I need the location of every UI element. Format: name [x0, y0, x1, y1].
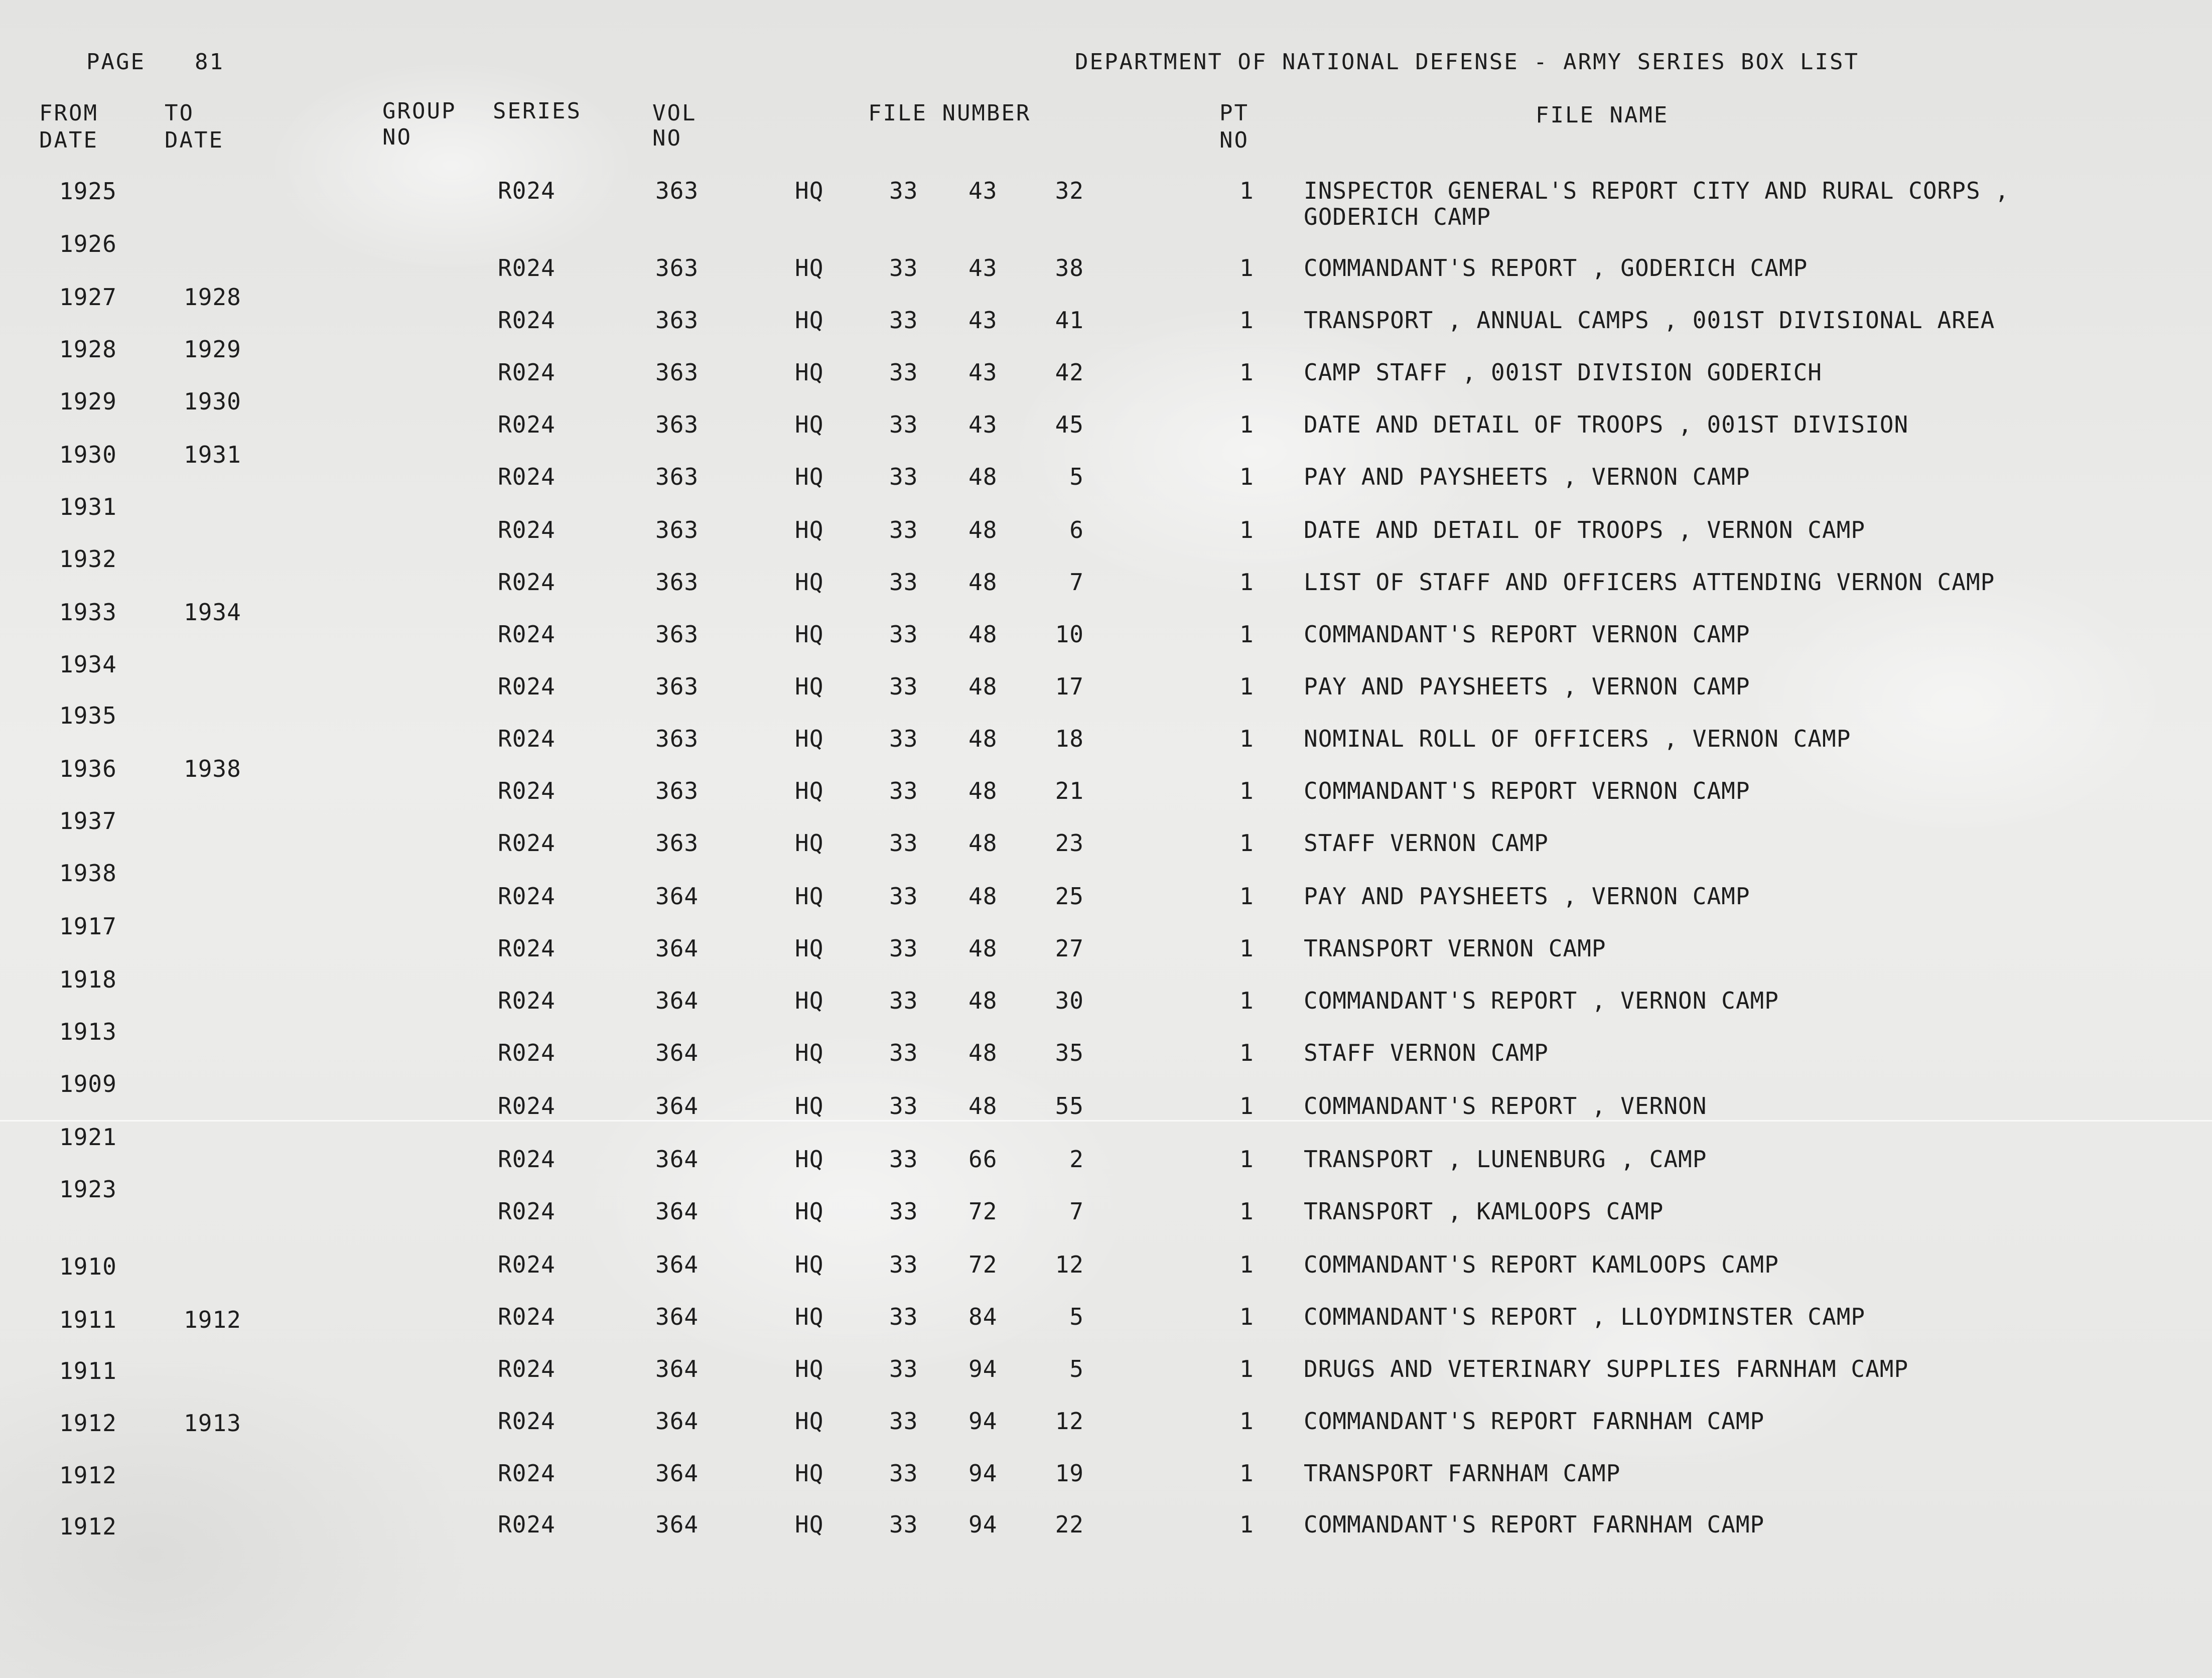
series-cell: R024	[498, 1460, 556, 1487]
vol-no-cell: 364	[655, 935, 699, 962]
series-cell: R024	[498, 254, 556, 282]
file-number-part2-cell: 33	[889, 1146, 918, 1173]
from-date-cell: 1921	[59, 1124, 117, 1151]
from-date-cell: 1936	[59, 755, 117, 782]
file-number-part2-cell: 33	[889, 777, 918, 804]
file-number-prefix-cell: HQ	[795, 1303, 824, 1330]
file-name-cell: COMMANDANT'S REPORT KAMLOOPS CAMP	[1304, 1251, 1779, 1278]
file-name-cell: DATE AND DETAIL OF TROOPS , VERNON CAMP	[1304, 516, 1866, 543]
file-number-prefix-cell: HQ	[795, 411, 824, 438]
file-number-part3-cell: 48	[969, 673, 998, 700]
pt-no-cell: 1	[1239, 621, 1254, 648]
col-from-date-line1: FROM	[39, 100, 98, 126]
file-name-cell: COMMANDANT'S REPORT , GODERICH CAMP	[1304, 254, 1808, 282]
page-label: PAGE	[86, 49, 146, 75]
pt-no-cell: 1	[1239, 1355, 1254, 1382]
file-number-prefix-cell: HQ	[795, 777, 824, 804]
vol-no-cell: 363	[655, 359, 699, 386]
series-cell: R024	[498, 725, 556, 752]
from-date-cell: 1911	[59, 1357, 117, 1384]
file-name-cell: COMMANDANT'S REPORT FARNHAM CAMP	[1304, 1511, 1765, 1538]
file-number-part2-cell: 33	[889, 1251, 918, 1278]
file-name-cell: COMMANDANT'S REPORT FARNHAM CAMP	[1304, 1408, 1765, 1435]
series-cell: R024	[498, 621, 556, 648]
file-number-part2-cell: 33	[889, 621, 918, 648]
file-number-prefix-cell: HQ	[795, 307, 824, 334]
file-number-part2-cell: 33	[889, 725, 918, 752]
file-number-part3-cell: 66	[969, 1146, 998, 1173]
series-cell: R024	[498, 569, 556, 596]
vol-no-cell: 363	[655, 254, 699, 282]
file-number-part3-cell: 48	[969, 935, 998, 962]
pt-no-cell: 1	[1239, 1408, 1254, 1435]
file-number-part3-cell: 48	[969, 829, 998, 857]
file-number-part4-cell: 23	[1055, 829, 1084, 857]
file-number-prefix-cell: HQ	[795, 1355, 824, 1382]
file-number-prefix-cell: HQ	[795, 1460, 824, 1487]
from-date-cell: 1935	[59, 702, 117, 729]
file-name-cell: COMMANDANT'S REPORT VERNON CAMP	[1304, 621, 1750, 648]
from-date-cell: 1938	[59, 860, 117, 887]
file-number-part2-cell: 33	[889, 411, 918, 438]
to-date-cell: 1934	[184, 599, 241, 626]
file-name-cell: PAY AND PAYSHEETS , VERNON CAMP	[1304, 883, 1750, 910]
from-date-cell: 1917	[59, 913, 117, 940]
file-number-prefix-cell: HQ	[795, 935, 824, 962]
file-name-cell: NOMINAL ROLL OF OFFICERS , VERNON CAMP	[1304, 725, 1851, 752]
file-number-part4-cell: 18	[1055, 725, 1084, 752]
file-number-part4-cell: 17	[1055, 673, 1084, 700]
from-date-cell: 1927	[59, 284, 117, 311]
col-group-no-line1: GROUP	[382, 98, 457, 124]
file-number-prefix-cell: HQ	[795, 1039, 824, 1066]
file-number-part4-cell: 38	[1055, 254, 1084, 282]
series-cell: R024	[498, 673, 556, 700]
file-number-part3-cell: 48	[969, 463, 998, 490]
col-vol-no-line2: NO	[652, 125, 682, 151]
file-number-part4-cell: 42	[1055, 359, 1084, 386]
file-name-cell: STAFF VERNON CAMP	[1304, 829, 1549, 857]
vol-no-cell: 363	[655, 777, 699, 804]
vol-no-cell: 364	[655, 1355, 699, 1382]
file-number-part3-cell: 94	[969, 1408, 998, 1435]
file-number-prefix-cell: HQ	[795, 1092, 824, 1120]
series-cell: R024	[498, 987, 556, 1014]
file-number-part4-cell: 5	[1069, 463, 1084, 490]
vol-no-cell: 364	[655, 883, 699, 910]
vol-no-cell: 364	[655, 1198, 699, 1225]
file-name-cell: TRANSPORT VERNON CAMP	[1304, 935, 1606, 962]
file-number-part2-cell: 33	[889, 1511, 918, 1538]
file-number-prefix-cell: HQ	[795, 621, 824, 648]
file-number-prefix-cell: HQ	[795, 673, 824, 700]
col-file-name: FILE NAME	[1536, 102, 1669, 128]
series-cell: R024	[498, 411, 556, 438]
series-cell: R024	[498, 359, 556, 386]
series-cell: R024	[498, 463, 556, 490]
file-number-part3-cell: 43	[969, 254, 998, 282]
pt-no-cell: 1	[1239, 307, 1254, 334]
file-number-part2-cell: 33	[889, 883, 918, 910]
file-number-part2-cell: 33	[889, 516, 918, 543]
col-to-date-line1: TO	[165, 100, 194, 126]
vol-no-cell: 364	[655, 1092, 699, 1120]
pt-no-cell: 1	[1239, 987, 1254, 1014]
file-number-prefix-cell: HQ	[795, 254, 824, 282]
file-name-cell: COMMANDANT'S REPORT , VERNON CAMP	[1304, 987, 1779, 1014]
pt-no-cell: 1	[1239, 1251, 1254, 1278]
pt-no-cell: 1	[1239, 1460, 1254, 1487]
file-name-cell: COMMANDANT'S REPORT , VERNON	[1304, 1092, 1707, 1120]
file-number-prefix-cell: HQ	[795, 1408, 824, 1435]
vol-no-cell: 363	[655, 725, 699, 752]
file-number-part4-cell: 21	[1055, 777, 1084, 804]
file-number-prefix-cell: HQ	[795, 569, 824, 596]
file-number-prefix-cell: HQ	[795, 1251, 824, 1278]
to-date-cell: 1931	[184, 441, 241, 468]
from-date-cell: 1926	[59, 230, 117, 257]
from-date-cell: 1912	[59, 1410, 117, 1437]
file-number-part3-cell: 43	[969, 359, 998, 386]
pt-no-cell: 1	[1239, 1092, 1254, 1120]
film-fold-line	[0, 1120, 2212, 1122]
file-number-part3-cell: 43	[969, 177, 998, 204]
to-date-cell: 1930	[184, 388, 241, 415]
pt-no-cell: 1	[1239, 177, 1254, 204]
col-file-number: FILE NUMBER	[868, 100, 1031, 126]
file-number-part3-cell: 72	[969, 1198, 998, 1225]
pt-no-cell: 1	[1239, 777, 1254, 804]
vol-no-cell: 364	[655, 1251, 699, 1278]
from-date-cell: 1912	[59, 1513, 117, 1540]
file-number-prefix-cell: HQ	[795, 1511, 824, 1538]
from-date-cell: 1918	[59, 966, 117, 993]
file-number-part3-cell: 48	[969, 777, 998, 804]
col-series: SERIES	[493, 98, 582, 124]
series-cell: R024	[498, 1408, 556, 1435]
file-number-part3-cell: 94	[969, 1460, 998, 1487]
file-name-cell: TRANSPORT , ANNUAL CAMPS , 001ST DIVISIONAL AREA	[1304, 307, 1995, 334]
series-cell: R024	[498, 1303, 556, 1330]
file-name-cell: DRUGS AND VETERINARY SUPPLIES FARNHAM CAMP	[1304, 1355, 1909, 1382]
from-date-cell: 1923	[59, 1176, 117, 1203]
file-number-part3-cell: 48	[969, 883, 998, 910]
col-group-no-line2: NO	[382, 124, 412, 150]
file-number-prefix-cell: HQ	[795, 883, 824, 910]
series-cell: R024	[498, 1039, 556, 1066]
series-cell: R024	[498, 777, 556, 804]
series-cell: R024	[498, 1251, 556, 1278]
pt-no-cell: 1	[1239, 411, 1254, 438]
file-number-part4-cell: 12	[1055, 1251, 1084, 1278]
vol-no-cell: 364	[655, 1146, 699, 1173]
file-number-part4-cell: 12	[1055, 1408, 1084, 1435]
to-date-cell: 1938	[184, 755, 241, 782]
file-number-part3-cell: 72	[969, 1251, 998, 1278]
to-date-cell: 1928	[184, 284, 241, 311]
pt-no-cell: 1	[1239, 935, 1254, 962]
pt-no-cell: 1	[1239, 1198, 1254, 1225]
vol-no-cell: 364	[655, 1303, 699, 1330]
pt-no-cell: 1	[1239, 1146, 1254, 1173]
file-number-part3-cell: 48	[969, 1092, 998, 1120]
file-number-part4-cell: 30	[1055, 987, 1084, 1014]
file-name-continuation-cell: GODERICH CAMP	[1304, 203, 1491, 230]
file-number-part2-cell: 33	[889, 1092, 918, 1120]
file-number-prefix-cell: HQ	[795, 463, 824, 490]
from-date-cell: 1912	[59, 1462, 117, 1489]
file-number-part2-cell: 33	[889, 1408, 918, 1435]
file-number-part2-cell: 33	[889, 307, 918, 334]
file-number-part2-cell: 33	[889, 1039, 918, 1066]
file-number-part3-cell: 48	[969, 987, 998, 1014]
col-from-date-line2: DATE	[39, 127, 98, 153]
series-cell: R024	[498, 516, 556, 543]
file-number-part3-cell: 48	[969, 569, 998, 596]
vol-no-cell: 364	[655, 1408, 699, 1435]
to-date-cell: 1912	[184, 1306, 241, 1333]
vol-no-cell: 363	[655, 569, 699, 596]
file-number-part4-cell: 10	[1055, 621, 1084, 648]
file-name-cell: CAMP STAFF , 001ST DIVISION GODERICH	[1304, 359, 1822, 386]
series-cell: R024	[498, 1355, 556, 1382]
file-number-prefix-cell: HQ	[795, 1146, 824, 1173]
file-number-part4-cell: 32	[1055, 177, 1084, 204]
series-cell: R024	[498, 307, 556, 334]
series-cell: R024	[498, 177, 556, 204]
from-date-cell: 1913	[59, 1018, 117, 1045]
file-number-prefix-cell: HQ	[795, 1198, 824, 1225]
file-number-part4-cell: 2	[1069, 1146, 1084, 1173]
pt-no-cell: 1	[1239, 883, 1254, 910]
from-date-cell: 1930	[59, 441, 117, 468]
file-number-part4-cell: 25	[1055, 883, 1084, 910]
from-date-cell: 1911	[59, 1306, 117, 1333]
file-name-cell: PAY AND PAYSHEETS , VERNON CAMP	[1304, 673, 1750, 700]
file-number-prefix-cell: HQ	[795, 516, 824, 543]
file-name-cell: INSPECTOR GENERAL'S REPORT CITY AND RURAL CORPS ,	[1304, 177, 2010, 204]
file-number-part2-cell: 33	[889, 254, 918, 282]
file-number-part4-cell: 5	[1069, 1303, 1084, 1330]
col-vol-no-line1: VOL	[652, 100, 697, 126]
file-name-cell: DATE AND DETAIL OF TROOPS , 001ST DIVISION	[1304, 411, 1909, 438]
series-cell: R024	[498, 1146, 556, 1173]
from-date-cell: 1909	[59, 1070, 117, 1097]
file-number-part4-cell: 41	[1055, 307, 1084, 334]
pt-no-cell: 1	[1239, 516, 1254, 543]
file-number-part2-cell: 33	[889, 359, 918, 386]
file-name-cell: TRANSPORT FARNHAM CAMP	[1304, 1460, 1621, 1487]
series-cell: R024	[498, 883, 556, 910]
series-cell: R024	[498, 1092, 556, 1120]
file-number-part4-cell: 35	[1055, 1039, 1084, 1066]
file-number-part4-cell: 27	[1055, 935, 1084, 962]
file-name-cell: TRANSPORT , KAMLOOPS CAMP	[1304, 1198, 1664, 1225]
from-date-cell: 1931	[59, 493, 117, 520]
file-number-part3-cell: 48	[969, 516, 998, 543]
pt-no-cell: 1	[1239, 1039, 1254, 1066]
file-number-prefix-cell: HQ	[795, 359, 824, 386]
file-number-part4-cell: 55	[1055, 1092, 1084, 1120]
series-cell: R024	[498, 829, 556, 857]
pt-no-cell: 1	[1239, 569, 1254, 596]
pt-no-cell: 1	[1239, 725, 1254, 752]
series-cell: R024	[498, 1511, 556, 1538]
from-date-cell: 1937	[59, 807, 117, 834]
file-number-part4-cell: 7	[1069, 569, 1084, 596]
from-date-cell: 1933	[59, 599, 117, 626]
vol-no-cell: 364	[655, 1511, 699, 1538]
series-cell: R024	[498, 1198, 556, 1225]
file-number-part2-cell: 33	[889, 1303, 918, 1330]
series-cell: R024	[498, 935, 556, 962]
file-number-part3-cell: 48	[969, 725, 998, 752]
file-number-part2-cell: 33	[889, 1460, 918, 1487]
file-name-cell: STAFF VERNON CAMP	[1304, 1039, 1549, 1066]
vol-no-cell: 363	[655, 177, 699, 204]
file-number-part4-cell: 6	[1069, 516, 1084, 543]
file-name-cell: COMMANDANT'S REPORT , LLOYDMINSTER CAMP	[1304, 1303, 1866, 1330]
file-number-part3-cell: 84	[969, 1303, 998, 1330]
page-number: 81	[195, 49, 224, 75]
document-title: DEPARTMENT OF NATIONAL DEFENSE - ARMY SERIES BOX LIST	[1075, 49, 1859, 75]
file-number-part2-cell: 33	[889, 177, 918, 204]
file-number-part3-cell: 94	[969, 1355, 998, 1382]
file-number-prefix-cell: HQ	[795, 725, 824, 752]
from-date-cell: 1929	[59, 388, 117, 415]
file-name-cell: PAY AND PAYSHEETS , VERNON CAMP	[1304, 463, 1750, 490]
col-to-date-line2: DATE	[165, 127, 224, 153]
file-number-part2-cell: 33	[889, 1198, 918, 1225]
pt-no-cell: 1	[1239, 1511, 1254, 1538]
col-pt-no-line1: PT	[1219, 100, 1249, 126]
file-number-part4-cell: 5	[1069, 1355, 1084, 1382]
file-number-prefix-cell: HQ	[795, 829, 824, 857]
file-name-cell: LIST OF STAFF AND OFFICERS ATTENDING VERNON CAMP	[1304, 569, 1995, 596]
vol-no-cell: 364	[655, 1460, 699, 1487]
from-date-cell: 1910	[59, 1253, 117, 1280]
pt-no-cell: 1	[1239, 829, 1254, 857]
file-number-part3-cell: 94	[969, 1511, 998, 1538]
file-number-part3-cell: 48	[969, 621, 998, 648]
file-number-prefix-cell: HQ	[795, 987, 824, 1014]
from-date-cell: 1928	[59, 336, 117, 363]
vol-no-cell: 364	[655, 987, 699, 1014]
from-date-cell: 1932	[59, 545, 117, 573]
pt-no-cell: 1	[1239, 254, 1254, 282]
from-date-cell: 1934	[59, 651, 117, 678]
pt-no-cell: 1	[1239, 1303, 1254, 1330]
col-pt-no-line2: NO	[1219, 127, 1249, 153]
file-number-part2-cell: 33	[889, 463, 918, 490]
file-number-part4-cell: 19	[1055, 1460, 1084, 1487]
file-number-part2-cell: 33	[889, 1355, 918, 1382]
file-number-part2-cell: 33	[889, 935, 918, 962]
file-number-part2-cell: 33	[889, 673, 918, 700]
file-name-cell: COMMANDANT'S REPORT VERNON CAMP	[1304, 777, 1750, 804]
file-number-part3-cell: 48	[969, 1039, 998, 1066]
vol-no-cell: 363	[655, 673, 699, 700]
pt-no-cell: 1	[1239, 463, 1254, 490]
file-number-part4-cell: 22	[1055, 1511, 1084, 1538]
file-number-part2-cell: 33	[889, 829, 918, 857]
to-date-cell: 1913	[184, 1410, 241, 1437]
to-date-cell: 1929	[184, 336, 241, 363]
vol-no-cell: 363	[655, 463, 699, 490]
file-number-part3-cell: 43	[969, 307, 998, 334]
file-number-prefix-cell: HQ	[795, 177, 824, 204]
file-number-part3-cell: 43	[969, 411, 998, 438]
file-name-cell: TRANSPORT , LUNENBURG , CAMP	[1304, 1146, 1707, 1173]
from-date-cell: 1925	[59, 178, 117, 205]
vol-no-cell: 363	[655, 516, 699, 543]
file-number-part2-cell: 33	[889, 987, 918, 1014]
pt-no-cell: 1	[1239, 359, 1254, 386]
file-number-part4-cell: 45	[1055, 411, 1084, 438]
file-number-part2-cell: 33	[889, 569, 918, 596]
vol-no-cell: 363	[655, 411, 699, 438]
file-number-part4-cell: 7	[1069, 1198, 1084, 1225]
vol-no-cell: 363	[655, 307, 699, 334]
vol-no-cell: 363	[655, 621, 699, 648]
vol-no-cell: 363	[655, 829, 699, 857]
pt-no-cell: 1	[1239, 673, 1254, 700]
vol-no-cell: 364	[655, 1039, 699, 1066]
